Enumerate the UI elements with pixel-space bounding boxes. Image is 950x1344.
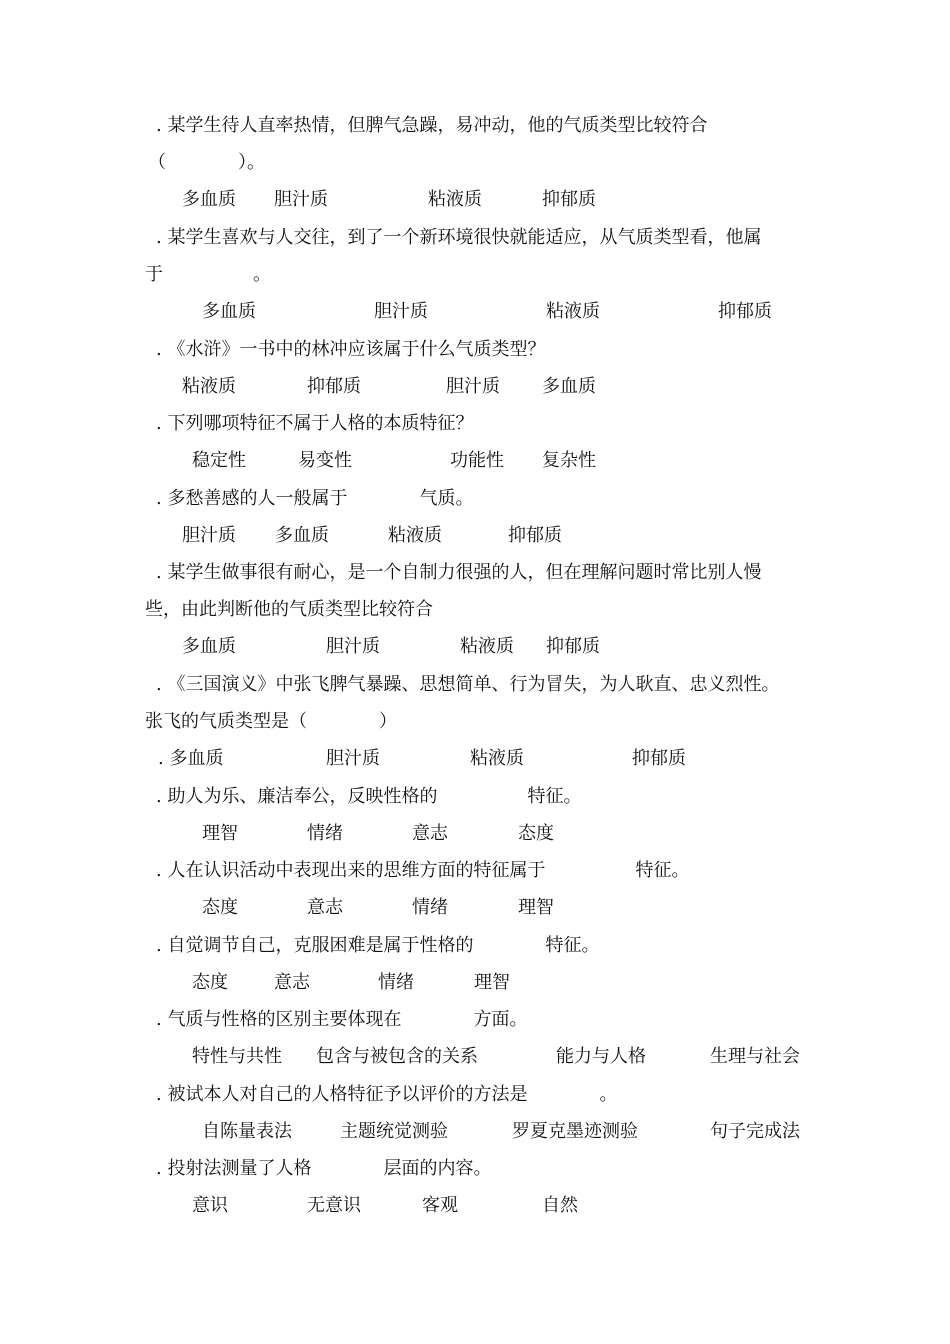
question-6-option-c: 粘液质	[460, 636, 514, 657]
question-6-option-b: 胆汁质	[326, 636, 380, 657]
question-5-option-d: 抑郁质	[508, 525, 562, 546]
question-4-option-a: 稳定性	[192, 450, 246, 471]
question-6-stem-cont: 些，由此判断他的气质类型比较符合	[145, 599, 433, 620]
question-7-option-b: 胆汁质	[326, 748, 380, 769]
question-2-option-b: 胆汁质	[374, 301, 428, 322]
question-6-option-a: 多血质	[182, 636, 236, 657]
question-5-option-a: 胆汁质	[182, 525, 236, 546]
question-9-option-c: 情绪	[412, 897, 448, 918]
question-8-option-c: 意志	[412, 823, 448, 844]
question-13-option-d: 自然	[542, 1195, 578, 1216]
question-4-stem: . 下列哪项特征不属于人格的本质特征？	[156, 413, 474, 434]
question-7-option-a: . 多血质	[158, 748, 224, 769]
question-5-stem: . 多愁善感的人一般属于 气质。	[156, 488, 474, 509]
question-5-option-b: 多血质	[275, 525, 329, 546]
question-8-stem: . 助人为乐、廉洁奉公，反映性格的 特征。	[156, 786, 582, 807]
question-8-option-a: 理智	[202, 823, 238, 844]
question-1-option-c: 粘液质	[428, 189, 482, 210]
question-11-option-b: 包含与被包含的关系	[316, 1046, 478, 1067]
question-13-option-b: 无意识	[307, 1195, 361, 1216]
question-1-stem: . 某学生待人直率热情，但脾气急躁，易冲动，他的气质类型比较符合	[156, 115, 708, 136]
question-3-option-d: 多血质	[542, 376, 596, 397]
question-2-stem-cont: 于 。	[145, 264, 271, 285]
question-10-option-d: 理智	[474, 972, 510, 993]
question-1-option-d: 抑郁质	[542, 189, 596, 210]
question-9-option-a: 态度	[202, 897, 238, 918]
question-12-option-b: 主题统觉测验	[340, 1121, 448, 1142]
question-10-option-a: 态度	[192, 972, 228, 993]
question-11-option-a: 特性与共性	[192, 1046, 282, 1067]
question-7-stem: . 《三国演义》中张飞脾气暴躁、思想简单、行为冒失，为人耿直、忠义烈性。	[156, 674, 780, 695]
question-13-option-a: 意识	[192, 1195, 228, 1216]
question-2-option-a: 多血质	[202, 301, 256, 322]
question-4-option-c: 功能性	[450, 450, 504, 471]
question-6-stem: . 某学生做事很有耐心，是一个自制力很强的人，但在理解问题时常比别人慢	[156, 562, 762, 583]
question-2-stem: . 某学生喜欢与人交往，到了一个新环境很快就能适应，从气质类型看，他属	[156, 227, 762, 248]
question-10-stem: . 自觉调节自己，克服困难是属于性格的 特征。	[156, 935, 600, 956]
question-9-option-d: 理智	[518, 897, 554, 918]
question-10-option-b: 意志	[274, 972, 310, 993]
question-12-option-c: 罗夏克墨迹测验	[512, 1121, 638, 1142]
question-1-option-b: 胆汁质	[274, 189, 328, 210]
question-4-option-b: 易变性	[298, 450, 352, 471]
question-5-option-c: 粘液质	[388, 525, 442, 546]
question-11-stem: . 气质与性格的区别主要体现在 方面。	[156, 1009, 528, 1030]
question-3-stem: . 《水浒》一书中的林冲应该属于什么气质类型？	[156, 339, 546, 360]
question-12-stem: . 被试本人对自己的人格特征予以评价的方法是 。	[156, 1084, 618, 1105]
question-3-option-b: 抑郁质	[307, 376, 361, 397]
question-11-option-c: 能力与人格	[556, 1046, 646, 1067]
question-6-option-d: 抑郁质	[546, 636, 600, 657]
question-9-stem: . 人在认识活动中表现出来的思维方面的特征属于 特征。	[156, 860, 690, 881]
question-8-option-d: 态度	[518, 823, 554, 844]
question-3-option-a: 粘液质	[182, 376, 236, 397]
question-10-option-c: 情绪	[378, 972, 414, 993]
question-7-option-c: 粘液质	[470, 748, 524, 769]
question-9-option-b: 意志	[307, 897, 343, 918]
question-2-option-c: 粘液质	[546, 301, 600, 322]
question-7-option-d: 抑郁质	[632, 748, 686, 769]
question-7-stem-cont: 张飞的气质类型是（ ）	[145, 711, 397, 732]
question-3-option-c: 胆汁质	[446, 376, 500, 397]
question-11-option-d: 生理与社会	[710, 1046, 800, 1067]
question-12-option-a: 自陈量表法	[202, 1121, 292, 1142]
question-4-option-d: 复杂性	[542, 450, 596, 471]
question-12-option-d: 句子完成法	[710, 1121, 800, 1142]
question-13-stem: . 投射法测量了人格 层面的内容。	[156, 1158, 492, 1179]
question-2-option-d: 抑郁质	[718, 301, 772, 322]
question-1-option-a: 多血质	[182, 189, 236, 210]
question-8-option-b: 情绪	[307, 823, 343, 844]
question-13-option-c: 客观	[422, 1195, 458, 1216]
question-1-stem-cont: （ ）。	[148, 152, 265, 173]
